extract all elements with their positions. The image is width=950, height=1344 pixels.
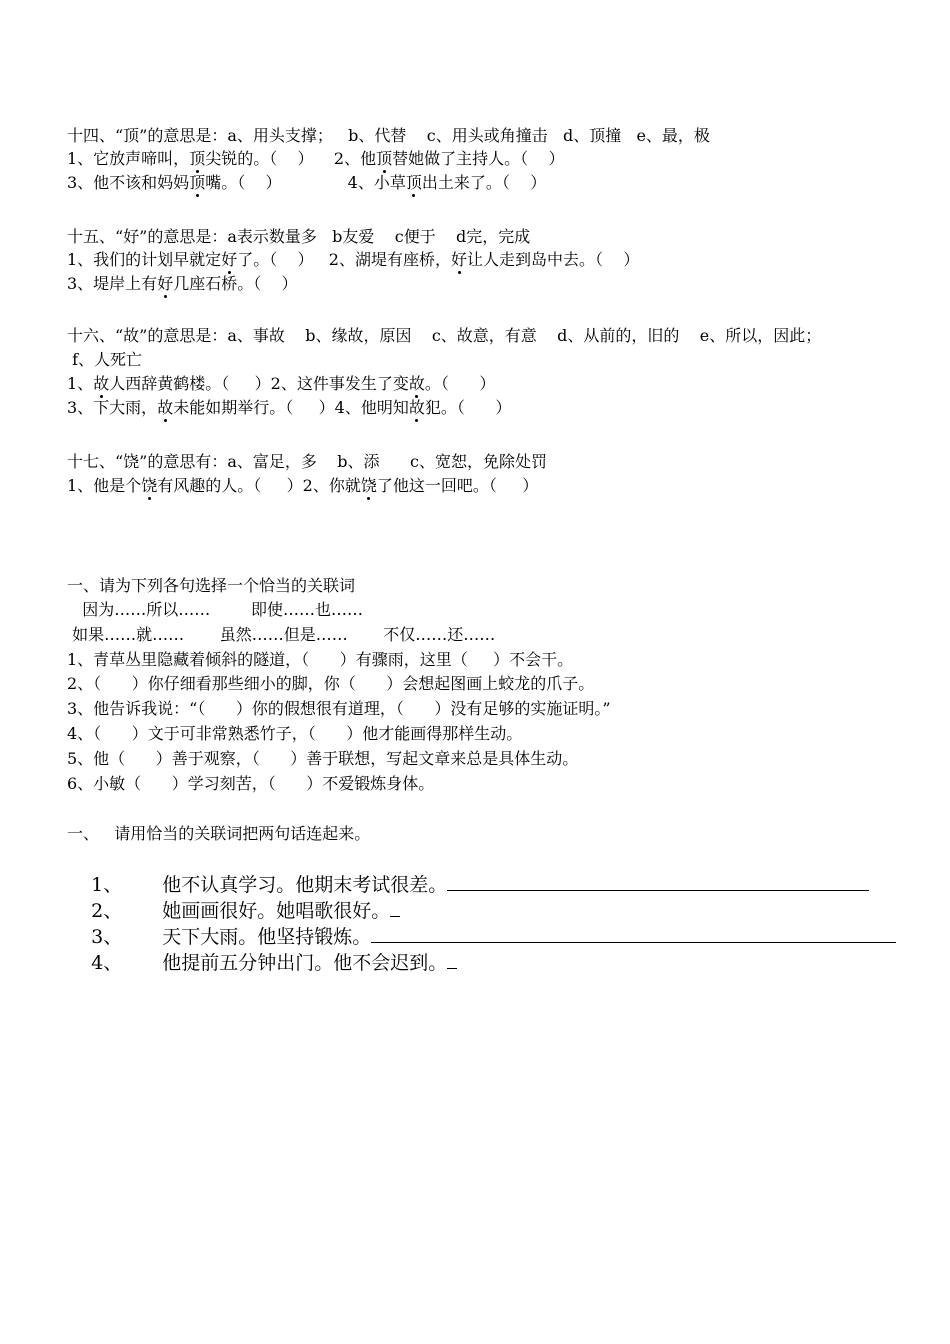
conj-item: 3、他告诉我说：“（ ）你的假想很有道理，（ ）没有足够的实施证明。” — [67, 699, 611, 718]
conj-title: 一、请为下列各句选择一个恰当的关联词 — [67, 576, 356, 595]
conj-item: 2、（ ）你仔细看那些细小的脚，你（ ）会想起图画上蛟龙的爪子。 — [67, 674, 595, 693]
sec16-title: 十六、“故”的意思是：a、事故 b、缘故，原因 c、故意，有意 d、从前的，旧的 e、所以，因此； — [67, 326, 822, 345]
sec14-title: 十四、“顶”的意思是：a、用头支撑； b、代替 c、用头或角撞击 d、顶撞 e、最，极 — [67, 126, 710, 145]
sec17-title: 十七、“饶”的意思有：a、富足，多 b、添 c、宽恕，免除处罚 — [67, 452, 547, 471]
sec15-title: 十五、“好”的意思是：a表示数量多 b友爱 c便于 d完，完成 — [67, 227, 531, 246]
conj-item: 1、青草丛里隐藏着倾斜的隧道，（ ）有骤雨，这里（ ）不会干。 — [67, 650, 574, 669]
join-title: 一、 请用恰当的关联词把两句话连起来。 — [67, 824, 371, 843]
sec15-q1: 1、我们的计划早就定好了。（ ） 2、湖堤有座桥，好让人走到岛中去。（ ） — [67, 250, 640, 269]
sec16-q2: 3、下大雨，故未能如期举行。（ ）4、他明知故犯。（ ） — [67, 398, 512, 417]
conj-item: 5、他（ ）善于观察，（ ）善于联想，写起文章来总是具体生动。 — [67, 749, 579, 768]
answer-line[interactable] — [447, 950, 457, 969]
conj-item: 4、（ ）文于可非常熟悉竹子，（ ）他才能画得那样生动。 — [67, 724, 523, 743]
sec15-q2: 3、堤岸上有好几座石桥。（ ） — [67, 274, 298, 293]
sec14-q2: 3、他不该和妈妈顶嘴。（ ） 4、小草顶出土来了。（ ） — [67, 173, 547, 192]
sec16-title-cont: f、人死亡 — [67, 350, 143, 369]
join-item-3: 3、 天下大雨。他坚持锻炼。 — [67, 898, 896, 976]
join-item-4: 4、 他提前五分钟出门。他不会迟到。 — [67, 924, 457, 1002]
sec16-q1: 1、故人西辞黄鹤楼。（ ）2、这件事发生了变故。（ ） — [67, 374, 496, 393]
conj-options-1: 因为……所以…… 即使……也…… — [67, 600, 363, 619]
conj-item: 6、小敏（ ）学习刻苦，（ ）不爱锻炼身体。 — [67, 774, 435, 793]
conj-options-2: 如果……就…… 虽然……但是…… 不仅……还…… — [67, 625, 496, 644]
sec17-q1: 1、他是个饶有风趣的人。（ ）2、你就饶了他这一回吧。（ ） — [67, 476, 539, 495]
answer-line[interactable] — [447, 872, 869, 891]
sec14-q1: 1、它放声啼叫，顶尖锐的。（ ） 2、他顶替她做了主持人。（ ） — [67, 149, 565, 168]
join-item-1: 1、 他不认真学习。他期末考试很差。 — [67, 846, 869, 924]
join-item-2: 2、 她画画很好。她唱歌很好。 — [67, 872, 400, 950]
